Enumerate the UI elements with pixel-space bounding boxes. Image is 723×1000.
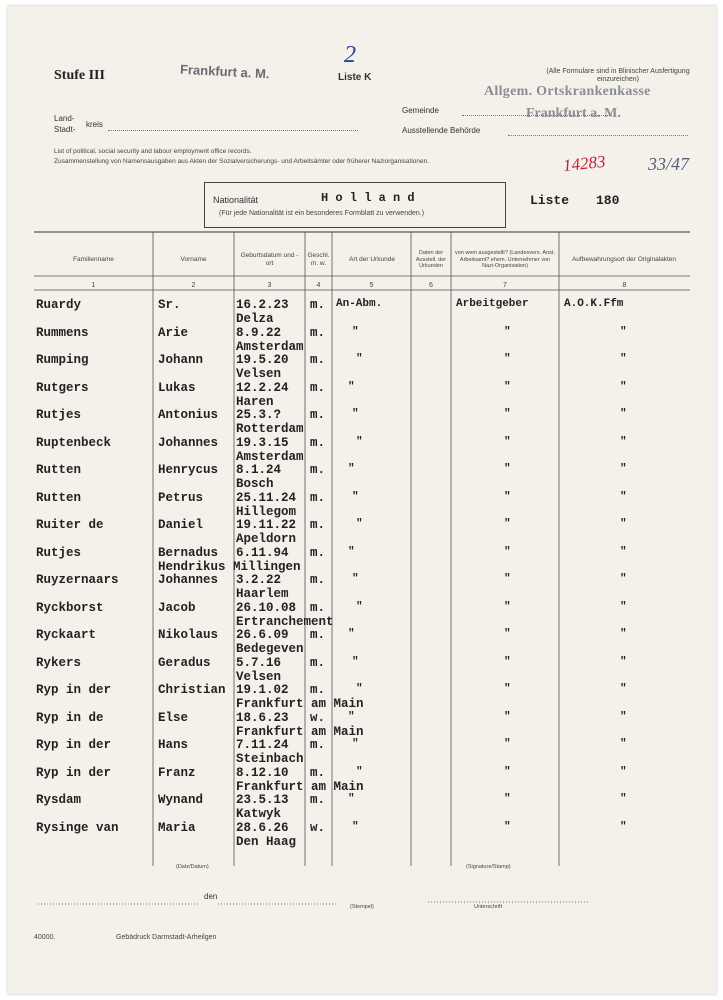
cell-surname: Ruardy	[36, 298, 82, 312]
cell-birthplace: Delza	[236, 312, 274, 326]
gemeinde-label: Gemeinde	[402, 106, 439, 115]
column-header-issue-date: Daten der Ausstell. der Urkunden	[415, 250, 447, 270]
cell-first: Wynand	[158, 793, 204, 807]
nationality-value: H o l l a n d	[321, 191, 415, 205]
column-header-birth: Geburtsdatum und -ort	[240, 252, 299, 267]
signature-label: (Signature/Stamp)	[466, 864, 511, 870]
cell-doc: "	[352, 738, 359, 750]
cell-sex: m.	[310, 683, 326, 697]
column-number: 2	[191, 282, 196, 289]
cell-birthplace: Velsen	[236, 367, 282, 381]
cell-surname: Rumping	[36, 353, 89, 367]
cell-sex: m.	[310, 573, 326, 587]
cell-surname: Ryp in de	[36, 710, 104, 725]
cell-surname: Rutjes	[36, 545, 82, 560]
cell-doc: "	[356, 435, 363, 448]
land-label: Land-	[54, 114, 75, 123]
cell-surname: Ryp in der	[36, 683, 112, 697]
cell-doc: "	[352, 655, 359, 668]
cell-doc: "	[352, 325, 359, 338]
cell-date: 5.7.16	[236, 655, 282, 670]
cell-archive: "	[620, 600, 627, 613]
kreis-label: kreis	[86, 120, 103, 129]
cell-doc: "	[348, 710, 355, 723]
cell-archive: "	[620, 573, 627, 585]
cell-sex: m.	[310, 298, 326, 312]
cell-issuer: "	[504, 518, 511, 530]
cell-first: Arie	[158, 325, 189, 340]
cell-date: 6.11.94	[236, 545, 289, 560]
cell-sex: m.	[310, 738, 326, 752]
cell-first: Johann	[158, 353, 204, 367]
subtitle-english: List of political, social security and labour employment office records.	[54, 148, 252, 155]
column-header-firstname: Vorname	[180, 256, 207, 263]
cell-surname: Ruiter de	[36, 518, 104, 532]
liste-k-label: Liste K	[338, 72, 372, 83]
cell-surname: Rutten	[36, 490, 82, 505]
stadt-label: Stadt-	[54, 125, 76, 134]
cell-date: 8.1.24	[236, 463, 282, 477]
cell-surname: Rykers	[36, 655, 82, 670]
cell-first: Johannes	[158, 573, 219, 587]
cell-archive: "	[620, 820, 627, 833]
cell-first: Else	[158, 710, 189, 725]
cell-birthplace: Velsen	[236, 669, 282, 684]
cell-birthplace: Rotterdam	[236, 422, 304, 436]
column-header-sex: Geschl. m. w.	[307, 252, 330, 267]
cell-surname: Ryp in der	[36, 738, 112, 752]
cell-date: 19.5.20	[236, 353, 289, 367]
cell-issuer: "	[504, 435, 511, 448]
column-number: 4	[316, 282, 321, 289]
cell-sex: w.	[310, 710, 326, 725]
subtitle-german: Zusammenstellung von Namensausgaben aus Akten der Sozialversicherungs- und Arbeitsämter oder früherer Naziorganisationen.	[54, 158, 430, 165]
cell-date: 3.2.22	[236, 573, 282, 587]
cell-date: 7.11.24	[236, 738, 289, 752]
cell-sex: m.	[310, 325, 326, 340]
cell-first: Bernadus	[158, 545, 219, 560]
cell-issuer: "	[504, 408, 511, 420]
column-number: 6	[429, 282, 433, 289]
cell-first: Henrycus	[158, 463, 219, 477]
cell-archive: "	[620, 793, 627, 805]
cell-birthplace: Steinbach	[236, 752, 304, 766]
cell-archive: "	[620, 463, 627, 475]
cell-date: 18.6.23	[236, 710, 289, 725]
column-header-surname: Familienname	[73, 256, 114, 263]
cell-date: 25.3.?	[236, 408, 282, 422]
cell-issuer: "	[504, 655, 511, 668]
cell-issuer: "	[504, 325, 511, 338]
cell-birthplace: Frankfurt am Main	[236, 697, 364, 711]
cell-sex: m.	[310, 545, 326, 560]
cell-first: Geradus	[158, 655, 211, 670]
den-label: den	[204, 892, 218, 901]
column-header-doctype: Art der Urkunde	[349, 256, 395, 263]
cell-doc: An-Abm.	[336, 298, 383, 310]
cell-archive: "	[620, 435, 627, 448]
cell-date: 19.11.22	[236, 518, 297, 532]
cell-first: Franz	[158, 765, 196, 780]
cell-issuer: Arbeitgeber	[456, 298, 529, 310]
liste-label: Liste	[530, 193, 570, 208]
cell-birthplace: Ertranchement	[236, 614, 334, 629]
cell-archive: "	[620, 710, 627, 723]
cell-first: Antonius	[158, 408, 219, 422]
cell-date: 8.9.22	[236, 325, 282, 340]
stempel-label: (Stempel)	[350, 904, 374, 910]
form-number: 40000.	[34, 934, 56, 941]
cell-first: Christian	[158, 683, 226, 697]
cell-archive: "	[620, 380, 627, 393]
cell-surname: Rysinge van	[36, 820, 119, 835]
column-header-issuer: von wem ausgestellt? (Landesvers. Anst. Arbeitsamt? ehem. Unternehmer von Nazi-Organisation)	[455, 250, 555, 270]
cell-doc: "	[356, 518, 363, 530]
cell-issuer: "	[504, 683, 511, 695]
form-hint: (Alle Formulare sind in Blinischer Ausfertigung einzureichen)	[546, 68, 690, 83]
cell-sex: m.	[310, 380, 326, 395]
red-handwriting: 14283	[562, 151, 607, 176]
cell-first: Sr.	[158, 298, 181, 312]
liste-number: 180	[596, 193, 620, 208]
behoerde-label: Ausstellende Behörde	[402, 126, 481, 135]
cell-doc: "	[356, 600, 363, 613]
cell-date: 16.2.23	[236, 298, 289, 312]
cell-issuer: "	[504, 738, 511, 750]
cell-doc: "	[348, 628, 355, 640]
cell-first: Johannes	[158, 435, 219, 450]
cell-surname: Rutten	[36, 463, 82, 477]
cell-doc: "	[348, 380, 355, 393]
cell-sex: m.	[310, 765, 326, 780]
column-number: 1	[91, 282, 96, 289]
cell-date: 26.10.08	[236, 600, 297, 615]
cell-birthplace: Den Haag	[236, 834, 297, 849]
form-title: Stufe III	[54, 68, 105, 83]
cell-issuer: "	[504, 710, 511, 723]
cell-birthplace: Hendrikus Millingen	[158, 559, 301, 574]
cell-surname: Rysdam	[36, 793, 82, 807]
cell-archive: "	[620, 353, 627, 365]
cell-issuer: "	[504, 463, 511, 475]
cell-doc: "	[356, 765, 363, 778]
table-grid	[8, 6, 716, 994]
cell-birthplace: Haren	[236, 394, 274, 409]
cell-doc: "	[352, 490, 359, 503]
cell-sex: m.	[310, 490, 326, 505]
cell-archive: "	[620, 628, 627, 640]
cell-sex: w.	[310, 820, 326, 835]
cell-surname: Ryp in der	[36, 765, 112, 780]
cell-birthplace: Amsterdam	[236, 339, 304, 354]
cell-issuer: "	[504, 353, 511, 365]
cell-sex: m.	[310, 600, 326, 615]
cell-doc: "	[348, 545, 355, 558]
cell-surname: Ryckaart	[36, 628, 97, 642]
cell-date: 25.11.24	[236, 490, 297, 505]
cell-date: 8.12.10	[236, 765, 289, 780]
cell-archive: "	[620, 490, 627, 503]
handwritten-number: 2	[344, 42, 356, 68]
cell-doc: "	[352, 573, 359, 585]
cell-doc: "	[352, 408, 359, 420]
column-number: 3	[267, 282, 272, 289]
cell-doc: "	[348, 463, 355, 475]
cell-surname: Rutgers	[36, 380, 89, 395]
cell-issuer: "	[504, 545, 511, 558]
cell-date: 19.1.02	[236, 683, 289, 697]
office-stamp-line2: Frankfurt a. M.	[526, 106, 621, 121]
cell-surname: Ruyzernaars	[36, 573, 119, 587]
cell-surname: Rummens	[36, 325, 89, 340]
date-label: (Datz/Datum)	[176, 864, 209, 870]
cell-date: 23.5.13	[236, 793, 289, 807]
cell-issuer: "	[504, 490, 511, 503]
cell-archive: "	[620, 738, 627, 750]
column-number: 5	[369, 282, 374, 289]
column-header-archive: Aufbewahrungsort der Originalakten	[571, 256, 677, 263]
cell-archive: "	[620, 408, 627, 420]
cell-birthplace: Haarlem	[236, 587, 289, 601]
cell-issuer: "	[504, 765, 511, 778]
column-number: 8	[622, 282, 627, 289]
cell-first: Nikolaus	[158, 628, 219, 642]
cell-date: 28.6.26	[236, 820, 289, 835]
cell-issuer: "	[504, 793, 511, 805]
printer-note: Gebädruck Darmstadt-Arheilgen	[116, 934, 217, 941]
column-number: 7	[503, 282, 507, 289]
cell-birthplace: Hillegom	[236, 504, 297, 519]
cell-surname: Rutjes	[36, 408, 82, 422]
cell-birthplace: Apeldorn	[236, 532, 297, 546]
cell-surname: Ryckborst	[36, 600, 104, 615]
cell-archive: A.O.K.Ffm	[564, 298, 624, 310]
cell-sex: m.	[310, 793, 326, 807]
cell-archive: "	[620, 683, 627, 695]
cell-issuer: "	[504, 573, 511, 585]
cell-birthplace: Frankfurt am Main	[236, 779, 364, 794]
document-page	[8, 6, 716, 994]
cell-first: Jacob	[158, 600, 196, 615]
cell-archive: "	[620, 325, 627, 338]
nationality-label: Nationalität	[213, 195, 259, 205]
cell-birthplace: Bosch	[236, 477, 274, 491]
cell-issuer: "	[504, 820, 511, 833]
cell-sex: m.	[310, 353, 326, 367]
cell-sex: m.	[310, 463, 326, 477]
blue-handwriting: 33/47	[648, 154, 690, 174]
cell-first: Maria	[158, 820, 196, 835]
cell-issuer: "	[504, 600, 511, 613]
cell-doc: "	[356, 353, 363, 365]
cell-birthplace: Frankfurt am Main	[236, 724, 364, 739]
cell-first: Hans	[158, 738, 189, 752]
cell-first: Lukas	[158, 380, 196, 395]
unterschrift-label: Unterschrift	[474, 904, 503, 910]
cell-birthplace: Katwyk	[236, 807, 282, 821]
nationality-note: (Für jede Nationalität ist ein besonderes Formblatt zu verwenden.)	[219, 210, 425, 217]
cell-sex: m.	[310, 655, 326, 670]
cell-archive: "	[620, 655, 627, 668]
office-stamp-line1: Allgem. Ortskrankenkasse	[484, 84, 651, 99]
cell-archive: "	[620, 765, 627, 778]
cell-issuer: "	[504, 628, 511, 640]
cell-date: 12.2.24	[236, 380, 289, 395]
cell-first: Daniel	[158, 518, 204, 532]
cell-sex: m.	[310, 518, 326, 532]
cell-date: 19.3.15	[236, 435, 289, 450]
cell-sex: m.	[310, 435, 326, 450]
cell-doc: "	[352, 820, 359, 833]
cell-birthplace: Bedegeven	[236, 642, 304, 656]
cell-sex: m.	[310, 408, 326, 422]
cell-doc: "	[348, 793, 355, 805]
cell-archive: "	[620, 545, 627, 558]
cell-archive: "	[620, 518, 627, 530]
cell-sex: m.	[310, 628, 326, 642]
cell-doc: "	[356, 683, 363, 695]
cell-surname: Ruptenbeck	[36, 435, 112, 450]
city-stamp: Frankfurt a. M.	[179, 61, 270, 82]
cell-date: 26.6.09	[236, 628, 289, 642]
cell-issuer: "	[504, 380, 511, 393]
cell-first: Petrus	[158, 490, 204, 505]
cell-birthplace: Amsterdam	[236, 449, 304, 464]
